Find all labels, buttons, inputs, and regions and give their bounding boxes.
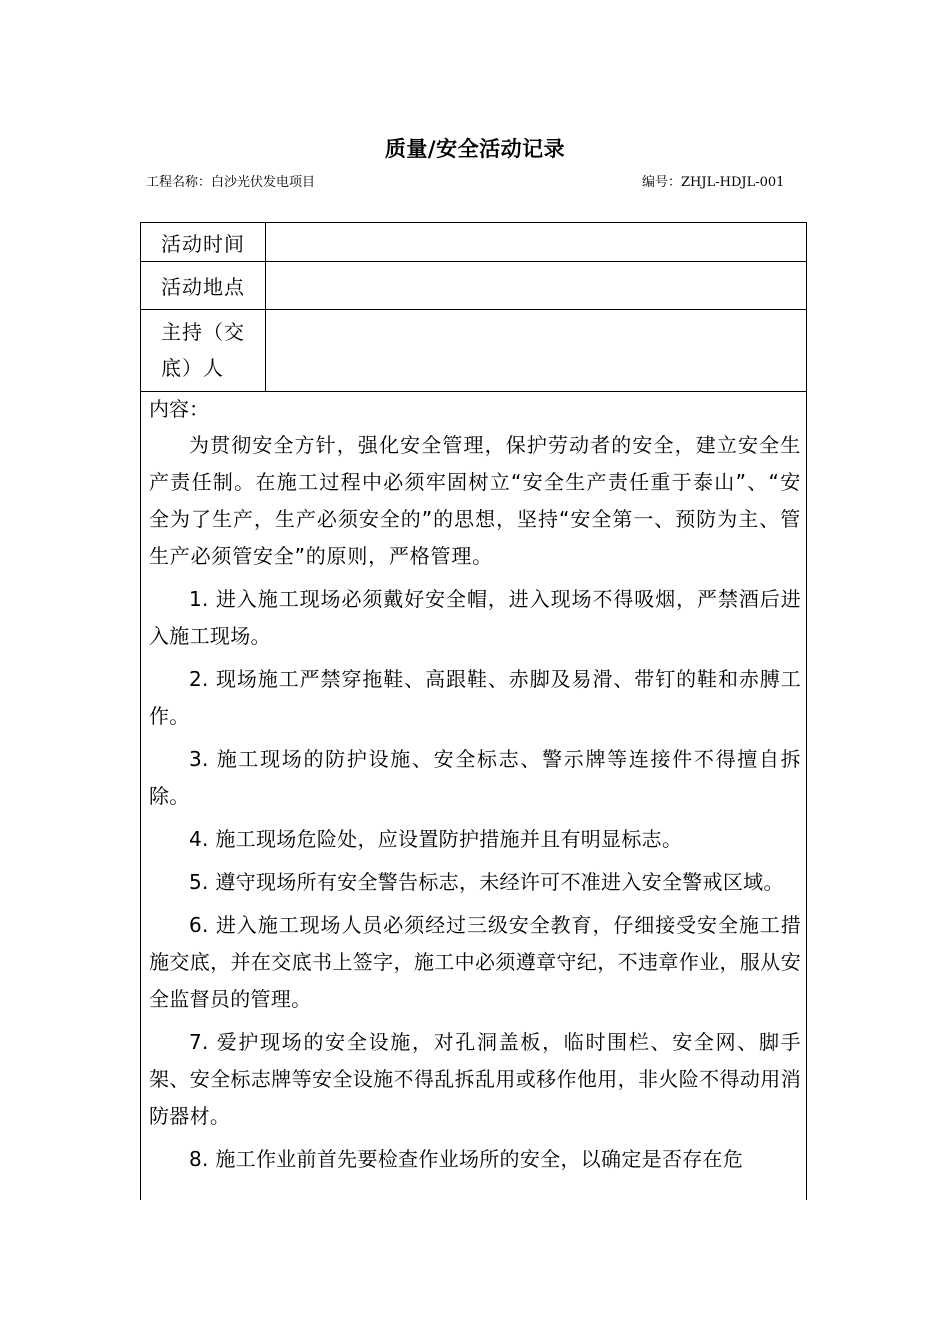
content-item-5: 5. 遵守现场所有安全警告标志，未经许可不准进入安全警戒区域。 — [189, 870, 784, 894]
host-label — [141, 310, 266, 391]
host-label-line1: 主持（交 — [161, 320, 245, 344]
host-field[interactable] — [266, 310, 806, 391]
activity-place-field[interactable] — [266, 262, 806, 309]
content-item-2: 2. 现场施工严禁穿拖鞋、高跟鞋、赤脚及易滑、带钉的鞋和赤膊工作。 — [149, 667, 801, 728]
record-form — [140, 222, 807, 1200]
document-title: 质量/安全活动记录 — [384, 136, 566, 161]
content-item-1: 1. 进入施工现场必须戴好安全帽，进入现场不得吸烟，严禁酒后进入施工现场。 — [149, 587, 801, 648]
activity-place-label: 活动地点 — [141, 262, 266, 309]
content-item-4: 4. 施工现场危险处，应设置防护措施并且有明显标志。 — [189, 827, 683, 851]
content-label: 内容： — [149, 397, 209, 421]
host-row — [141, 310, 806, 392]
activity-time-row — [141, 223, 806, 262]
activity-time-label: 活动时间 — [141, 223, 266, 261]
host-label-line2: 底）人 — [161, 356, 224, 380]
content-intro: 为贯彻安全方针，强化安全管理，保护劳动者的安全，建立安全生产责任制。在施工过程中必须牢固树立“安全生产责任重于泰山”、“安全为了生产，生产必须安全的”的思想，坚持“安全第一、预防为主、管生产必须管安全”的原则，严格管理。 — [149, 433, 801, 568]
content-item-7: 7. 爱护现场的安全设施，对孔洞盖板，临时围栏、安全网、脚手架、安全标志牌等安全设施不得乱拆乱用或移作他用，非火险不得动用消防器材。 — [149, 1030, 801, 1128]
content-item-6: 6. 进入施工现场人员必须经过三级安全教育，仔细接受安全施工措施交底，并在交底书上签字，施工中必须遵章守纪，不违章作业，服从安全监督员的管理。 — [149, 913, 801, 1011]
content-item-8: 8. 施工作业前首先要检查作业场所的安全，以确定是否存在危 — [189, 1147, 744, 1171]
activity-time-field[interactable] — [266, 223, 806, 261]
project-name: 工程名称：白沙光伏发电项目 — [146, 175, 316, 190]
content-section — [149, 394, 801, 1184]
serial-number: 编号：ZHJL-HDJL-001 — [642, 175, 785, 190]
activity-place-row — [141, 262, 806, 310]
content-item-3: 3. 施工现场的防护设施、安全标志、警示牌等连接件不得擅自拆除。 — [149, 747, 801, 808]
